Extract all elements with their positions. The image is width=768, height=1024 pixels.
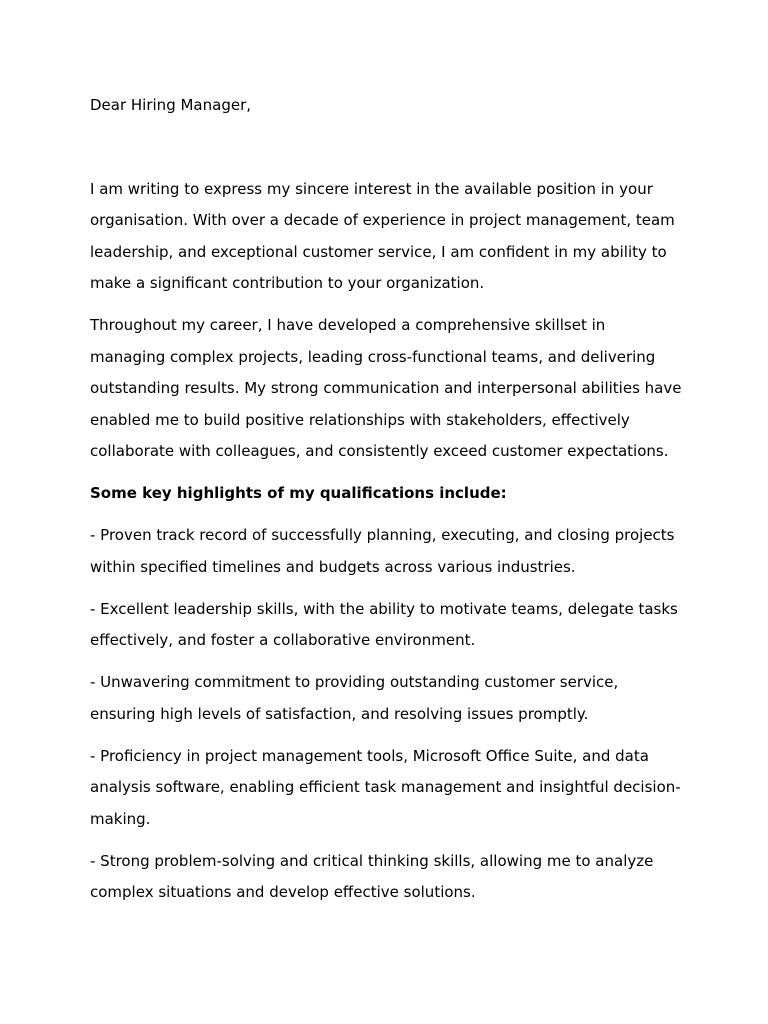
- intro-paragraph: I am writing to express my sincere interest in the available position in your organisation. With over a decade of experience in project management, team leadership, and exceptional customer service, I am confident in my ability to make a significant contribution to your organization.: [90, 179, 675, 292]
- highlight-item: - Strong problem-solving and critical thinking skills, allowing me to analyze complex situations and develop effective solutions.: [90, 851, 654, 901]
- highlights-list: [90, 520, 682, 909]
- salutation: Dear Hiring Manager,: [90, 96, 252, 114]
- highlights-heading: Some key highlights of my qualifications include:: [90, 484, 507, 502]
- highlight-item: - Proven track record of successfully planning, executing, and closing projects within specified timelines and budgets across various industries.: [90, 526, 675, 576]
- cover-letter-page: [90, 90, 682, 919]
- highlight-item: - Proficiency in project management tools, Microsoft Office Suite, and data analysis software, enabling efficient task management and insightful decision-making.: [90, 746, 681, 828]
- highlight-item: - Excellent leadership skills, with the ability to motivate teams, delegate tasks effectively, and foster a collaborative environment.: [90, 599, 678, 649]
- highlight-item: - Unwavering commitment to providing outstanding customer service, ensuring high levels of satisfaction, and resolving issues promptly.: [90, 673, 619, 723]
- career-paragraph: Throughout my career, I have developed a comprehensive skillset in managing complex projects, leading cross-functional teams, and delivering outstanding results. My strong communication and interpersonal abilities have enabled me to build positive relationships with stakeholders, effectively collaborate with colleagues, and consistently exceed customer expectations.: [90, 316, 682, 460]
